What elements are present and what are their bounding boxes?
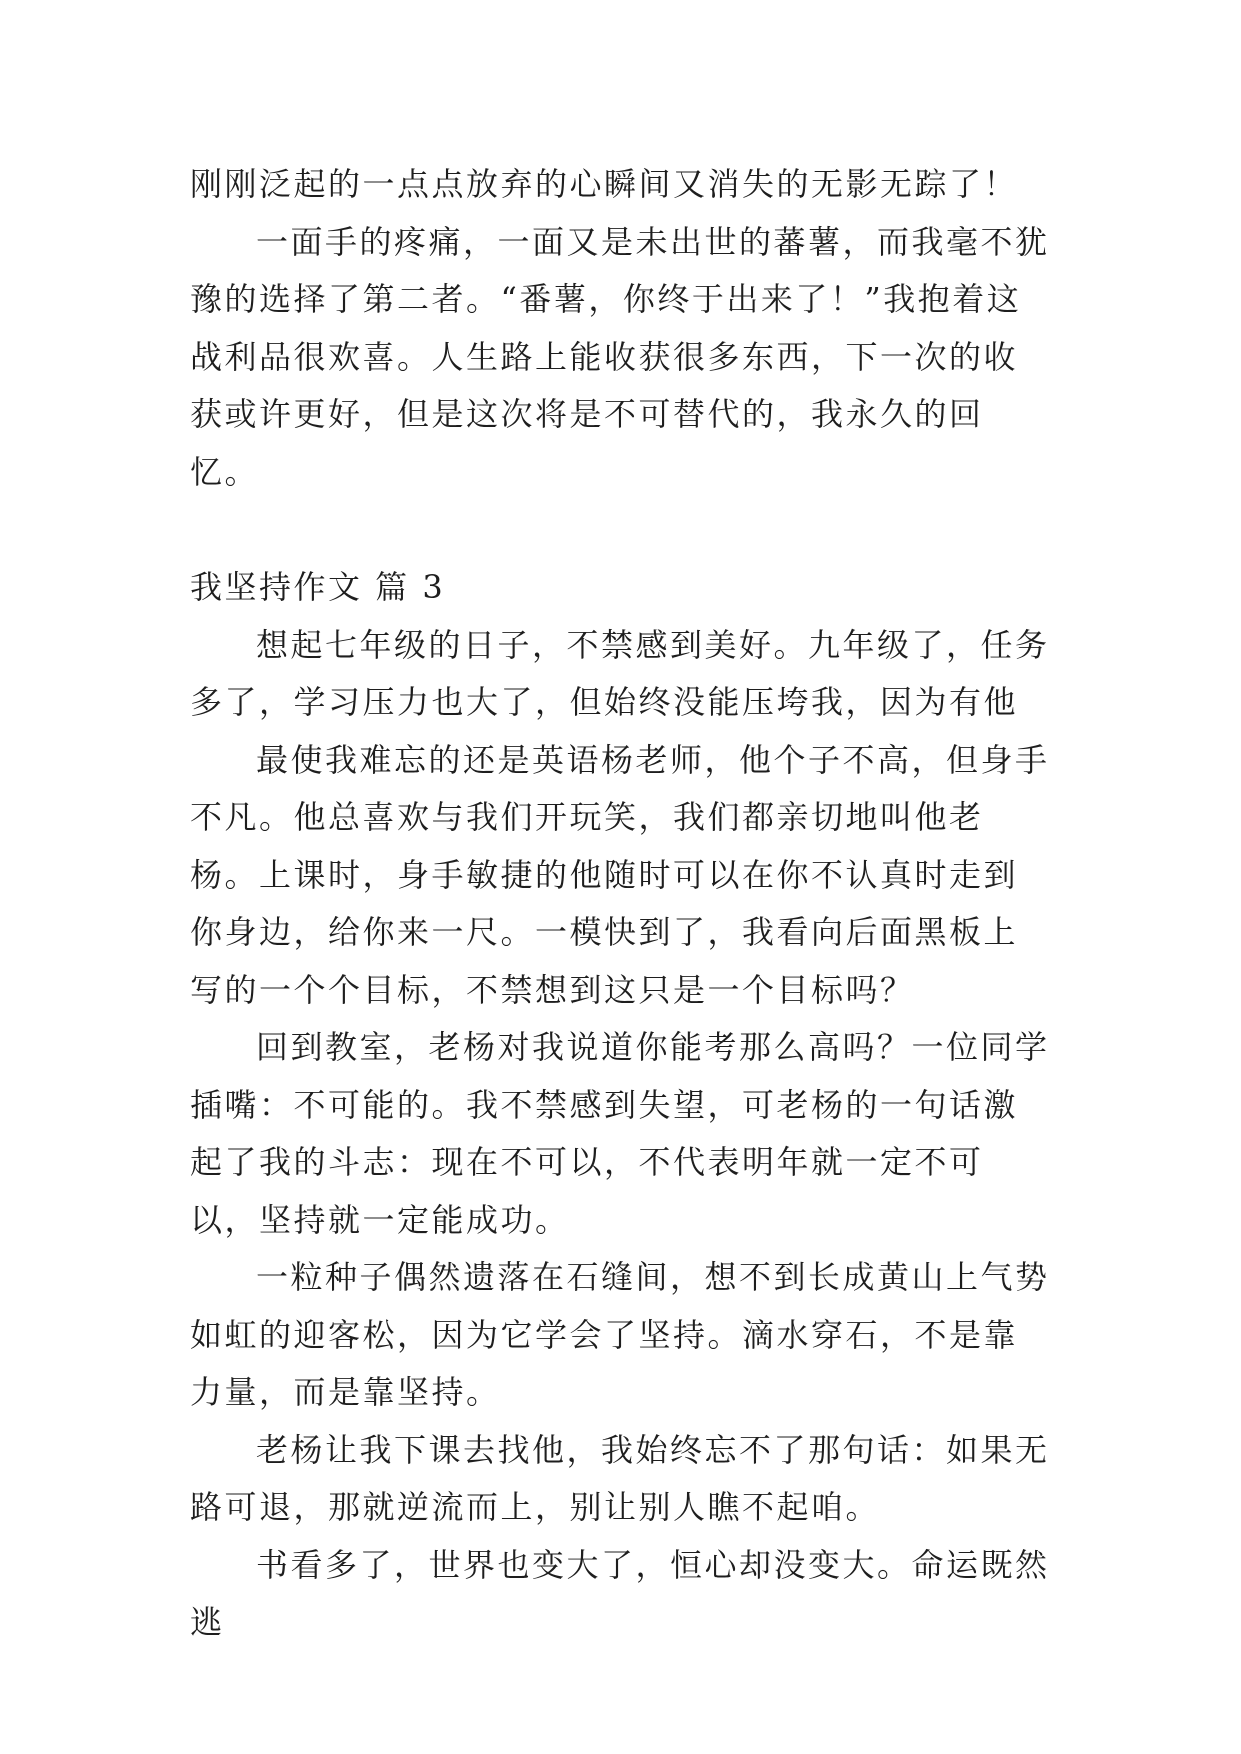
paragraph: 最使我难忘的还是英语杨老师，他个子不高，但身手不凡。他总喜欢与我们开玩笑，我们都亲切地叫他老杨。上课时，身手敏捷的他随时可以在你不认真时走到你身边，给你来一尺。一模快到了，我看向后面黑板上写的一个个目标，不禁想到这只是一个目标吗？: [190, 740, 1050, 1009]
paragraph: 一粒种子偶然遗落在石缝间，想不到长成黄山上气势如虹的迎客松，因为它学会了坚持。滴水穿石，不是靠力量，而是靠坚持。: [190, 1258, 1050, 1411]
paragraph: 书看多了，世界也变大了，恒心却没变大。命运既然逃: [190, 1545, 1050, 1641]
paragraph: 回到教室，老杨对我说道你能考那么高吗？一位同学插嘴：不可能的。我不禁感到失望，可老杨的一句话激起了我的斗志：现在不可以，不代表明年就一定不可以，坚持就一定能成功。: [190, 1028, 1050, 1239]
paragraph: 刚刚泛起的一点点放弃的心瞬间又消失的无影无踪了！: [190, 165, 1019, 203]
paragraph: 老杨让我下课去找他，我始终忘不了那句话：如果无路可退，那就逆流而上，别让别人瞧不起咱。: [190, 1430, 1050, 1526]
paragraph: 想起七年级的日子，不禁感到美好。九年级了，任务多了，学习压力也大了，但始终没能压垮我，因为有他: [190, 625, 1050, 721]
document-body: [190, 156, 1050, 1652]
paragraph: 一面手的疼痛，一面又是未出世的蕃薯，而我毫不犹豫的选择了第二者。“番薯，你终于出来了！”我抱着这战利品很欢喜。人生路上能收获很多东西，下一次的收获或许更好，但是这次将是不可替代的，我永久的回忆。: [190, 222, 1050, 491]
section-title: 我坚持作文 篇 3: [190, 568, 446, 606]
